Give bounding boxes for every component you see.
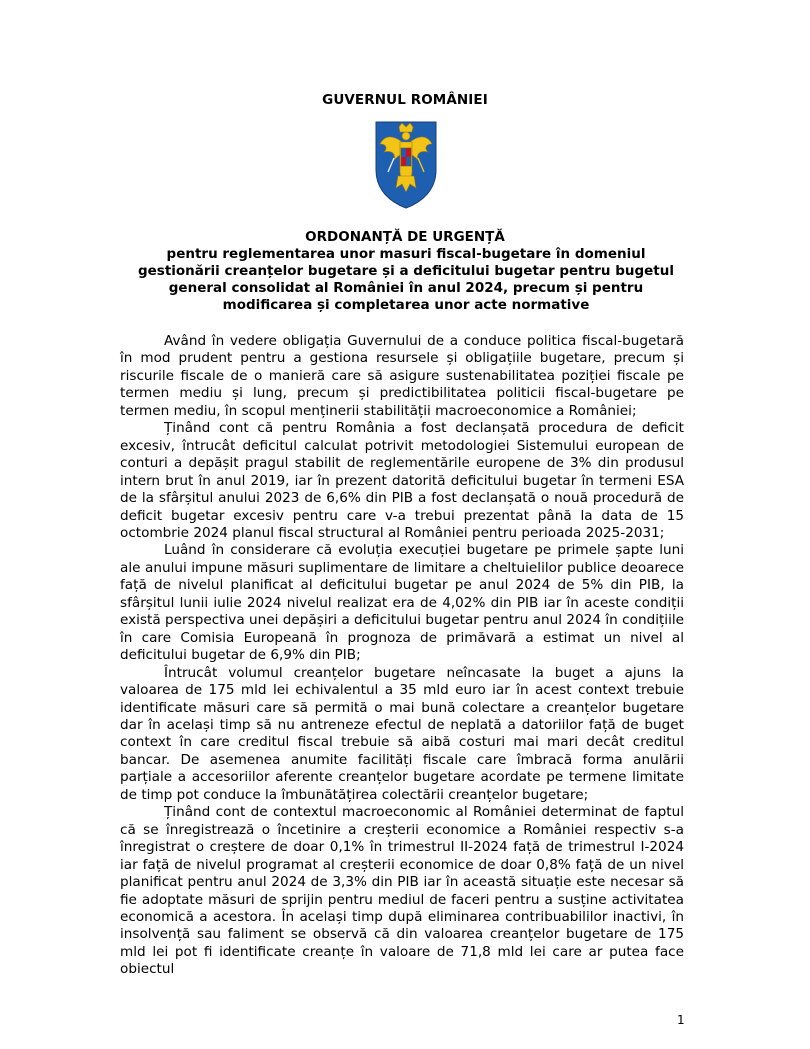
paragraph: Ținând cont că pentru România a fost declanșată procedura de deficit excesiv, întrucât deficitul calculat potrivit metodologiei Sistemului european de conturi a depășit pragul stabilit de reglementările europene de 3% din produsul intern brut în anul 2019, iar în prezent datorită deficitului bugetar în termeni ESA de la sfârșitul anului 2023 de 6,6% din PIB a fost declanșată o nouă procedură de deficit bugetar excesiv pentru care v-a trebui prezentat până la data de 15 octombrie 2024 planul fiscal structural al României pentru perioada 2025-2031;: [120, 420, 684, 541]
paragraph: Având în vedere obligația Guvernului de a conduce politica fiscal-bugetară în mod prudent pentru a gestiona resursele și obligațiile bugetare, precum și riscurile fiscale de o manieră care să asigure sustenabilitatea poziției fiscale pe termen mediu și lung, precum și predictibilitatea politicii fiscal-bugetare pe termen mediu, în scopul menținerii stabilității macroeconomice a României;: [120, 333, 684, 419]
government-title: GUVERNUL ROMÂNIEI: [322, 92, 488, 108]
coat-of-arms-icon: [372, 118, 440, 210]
ordinance-title: ORDONANȚĂ DE URGENȚĂ: [305, 229, 505, 245]
paragraph: Întrucât volumul creanțelor bugetare neîncasate la buget a ajuns la valoarea de 175 mld lei echivalentul a 35 mld euro iar în acest context trebuie identificate măsuri care să permită o mai bună colectare a creanțelor bugetare dar în același timp să nu antreneze efectul de neplată a datoriilor față de buget context în care creditul fiscal trebuie să aibă costuri mai mari decât creditul bancar. De asemenea anumite facilități fiscale care îmbracă forma anulării parțiale a accesoriilor aferente creanțelor bugetare acordate pe termene limitate de timp pot conduce la îmbunătățirea colectării creanțelor bugetare;: [120, 664, 684, 803]
paragraph: Ținând cont de contextul macroeconomic al României determinat de faptul că se înregistrează o încetinire a creșterii economice a României respectiv s-a înregistrat o creștere de doar 0,1% în trimestrul II-2024 față de trimestrul I-2024 iar față de nivelul programat al creșterii economice de doar 0,8% față de un nivel planificat pentru anul 2024 de 3,3% din PIB iar în această situație este necesar să fie adoptate măsuri de sprijin pentru mediul de faceri pentru a susține activitatea economică a acestora. În același timp după eliminarea contribuabililor inactivi, în insolvență sau faliment se observă că din valoarea creanțelor bugetare de 175 mld lei pot fi identificate creanțe în valoare de 71,8 mld lei care ar putea face obiectul: [120, 804, 684, 978]
paragraph: Luând în considerare că evoluția execuției bugetare pe primele șapte luni ale anului impune măsuri suplimentare de limitare a cheltuielilor publice deoarece față de nivelul planificat al deficitului bugetar pe anul 2024 de 5% din PIB, la sfârșitul lunii iulie 2024 nivelul realizat era de 4,02% din PIB iar în aceste condiții există perspectiva unei depășiri a deficitului bugetar pentru anul 2024 în condițiile în care Comisia Europeană în prognoza de primăvară a estimat un nivel al deficitului bugetar de 6,9% din PIB;: [120, 542, 684, 664]
page-number: 1: [677, 1013, 685, 1027]
ordinance-subtitle: pentru reglementarea unor masuri fiscal-bugetare în domeniul gestionării creanțelor bugetare și a deficitului bugetar pentru bugetul general consolidat al României în anul 2024, precum și pentru modificarea și completarea unor acte normative: [137, 246, 675, 313]
document-body: [120, 333, 684, 979]
